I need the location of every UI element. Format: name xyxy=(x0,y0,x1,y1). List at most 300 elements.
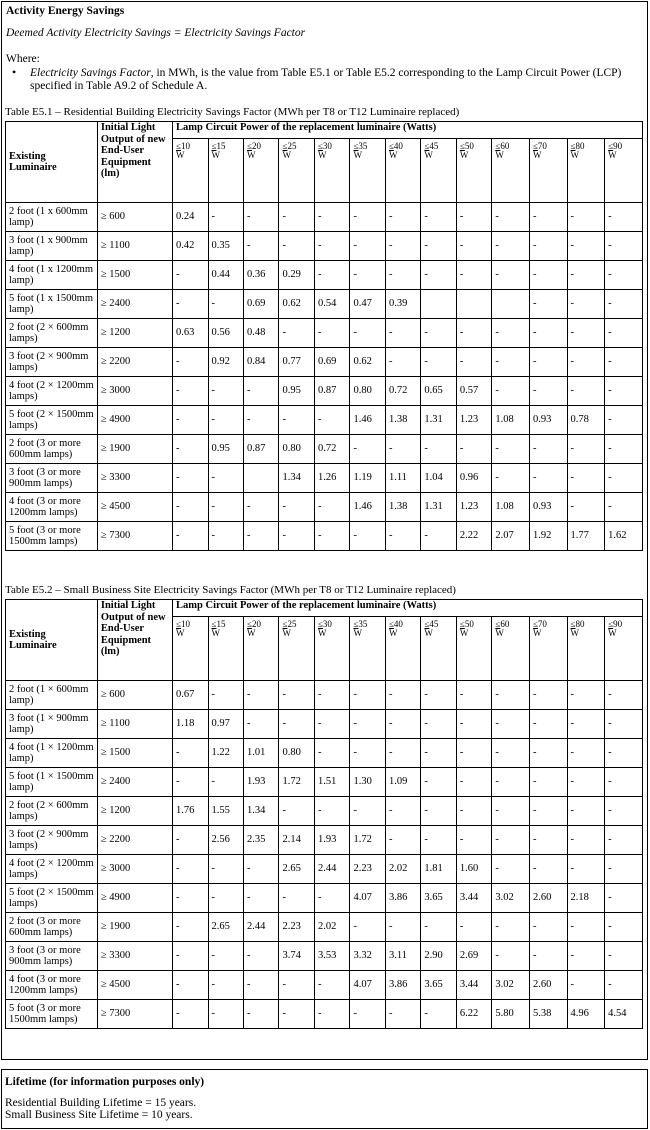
lcp-unit: W xyxy=(176,628,185,638)
savings-factor-cell: - xyxy=(208,522,243,551)
savings-factor-cell: - xyxy=(529,768,567,797)
savings-factor-cell: - xyxy=(567,913,605,942)
lcp-column-header xyxy=(421,139,456,203)
savings-factor-cell: - xyxy=(244,681,279,710)
savings-factor-cell: - xyxy=(173,493,208,522)
savings-factor-cell: - xyxy=(173,826,208,855)
lcp-le-symbol: ≤ xyxy=(317,141,323,151)
table-row xyxy=(6,971,643,1000)
savings-factor-cell: - xyxy=(385,319,420,348)
savings-factor-cell: 2.18 xyxy=(567,884,605,913)
savings-factor-cell: - xyxy=(605,913,643,942)
savings-factor-cell: - xyxy=(456,681,491,710)
lcp-le-symbol: ≤ xyxy=(532,141,538,151)
savings-factor-cell: 0.95 xyxy=(279,377,314,406)
savings-factor-cell: - xyxy=(492,319,530,348)
savings-factor-cell: 3.65 xyxy=(421,884,456,913)
savings-factor-cell: - xyxy=(385,739,420,768)
savings-factor-cell: 0.93 xyxy=(529,406,567,435)
lcp-column-header xyxy=(279,617,314,681)
savings-factor-cell: - xyxy=(421,1000,456,1029)
light-output-cell: ≥ 4900 xyxy=(97,884,172,913)
savings-factor-cell: 1.38 xyxy=(385,493,420,522)
lcp-le-symbol: ≤ xyxy=(495,619,501,629)
savings-factor-cell: 0.36 xyxy=(244,261,279,290)
lcp-unit: W xyxy=(211,150,221,160)
savings-factor-cell: 0.63 xyxy=(173,319,208,348)
savings-factor-cell: 1.38 xyxy=(385,406,420,435)
savings-factor-cell: 0.47 xyxy=(350,290,385,319)
savings-factor-cell: - xyxy=(605,681,643,710)
savings-factor-cell: 0.42 xyxy=(173,232,208,261)
savings-factor-cell: - xyxy=(567,971,605,1000)
savings-factor-cell: - xyxy=(567,826,605,855)
savings-factor-cell: - xyxy=(208,1000,243,1029)
savings-factor-cell: 4.07 xyxy=(350,971,385,1000)
savings-factor-cell: 0.87 xyxy=(244,435,279,464)
lifetime-title: Lifetime (for information purposes only) xyxy=(5,1076,205,1088)
lcp-column-value: 70 xyxy=(537,619,547,629)
lcp-unit: W xyxy=(317,628,327,638)
luminaire-cell: 3 foot (2 × 900mm lamps) xyxy=(6,348,98,377)
savings-factor-cell xyxy=(492,290,530,319)
savings-factor-cell: - xyxy=(314,261,349,290)
savings-factor-cell: - xyxy=(314,797,349,826)
luminaire-cell: 2 foot (3 or more 600mm lamps) xyxy=(6,435,98,464)
savings-factor-cell: - xyxy=(173,739,208,768)
lcp-column-header xyxy=(244,139,279,203)
savings-factor-cell: - xyxy=(173,522,208,551)
savings-factor-cell: - xyxy=(529,739,567,768)
savings-factor-cell: - xyxy=(605,290,643,319)
savings-factor-cell: - xyxy=(492,681,530,710)
lcp-unit: W xyxy=(570,628,580,638)
savings-factor-cell: - xyxy=(279,406,314,435)
lcp-column-value: 40 xyxy=(393,141,403,151)
table-row xyxy=(6,435,643,464)
savings-factor-cell: - xyxy=(605,768,643,797)
lcp-column-header xyxy=(244,617,279,681)
lcp-column-value: 40 xyxy=(393,619,403,629)
savings-factor-cell: 0.39 xyxy=(385,290,420,319)
lcp-unit: W xyxy=(247,628,256,638)
lcp-column-value: 45 xyxy=(429,141,439,151)
savings-factor-cell: 1.34 xyxy=(244,797,279,826)
table-row xyxy=(6,290,643,319)
luminaire-cell: 3 foot (3 or more 900mm lamps) xyxy=(6,942,98,971)
light-output-cell: ≥ 1100 xyxy=(97,232,172,261)
table-row xyxy=(6,942,643,971)
lcp-le-symbol: ≤ xyxy=(353,619,359,629)
lcp-le-symbol: ≤ xyxy=(211,141,217,151)
savings-factor-cell: - xyxy=(385,435,420,464)
savings-factor-cell: - xyxy=(208,290,243,319)
lcp-le-symbol: ≤ xyxy=(388,619,394,629)
lcp-column-header xyxy=(567,617,605,681)
luminaire-cell: 5 foot (1 x 1500mm lamp) xyxy=(6,290,98,319)
lcp-le-symbol: ≤ xyxy=(388,141,394,151)
savings-factor-cell: 2.90 xyxy=(421,942,456,971)
savings-factor-cell: - xyxy=(173,406,208,435)
savings-factor-cell: - xyxy=(492,913,530,942)
savings-factor-cell: 2.56 xyxy=(208,826,243,855)
lcp-column-header xyxy=(567,139,605,203)
savings-factor-cell: 3.53 xyxy=(314,942,349,971)
lcp-unit: W xyxy=(388,628,398,638)
savings-factor-cell: - xyxy=(244,855,279,884)
savings-factor-cell: 2.44 xyxy=(314,855,349,884)
savings-factor-cell: - xyxy=(385,710,420,739)
savings-factor-cell: 0.56 xyxy=(208,319,243,348)
lcp-column-header xyxy=(456,617,491,681)
light-output-cell: ≥ 7300 xyxy=(97,1000,172,1029)
savings-factor-cell: - xyxy=(605,493,643,522)
savings-factor-cell xyxy=(244,464,279,493)
savings-factor-cell: - xyxy=(385,261,420,290)
lcp-column-value: 50 xyxy=(464,619,474,629)
savings-factor-cell: - xyxy=(529,232,567,261)
luminaire-cell: 2 foot (3 or more 600mm lamps) xyxy=(6,913,98,942)
luminaire-cell: 3 foot (1 x 900mm lamp) xyxy=(6,232,98,261)
savings-factor-cell: - xyxy=(605,261,643,290)
savings-factor-cell: - xyxy=(314,710,349,739)
savings-factor-cell: 2.23 xyxy=(279,913,314,942)
light-output-cell: ≥ 1900 xyxy=(97,913,172,942)
light-output-cell: ≥ 1200 xyxy=(97,319,172,348)
table-row xyxy=(6,681,643,710)
savings-factor-cell: - xyxy=(244,232,279,261)
light-output-cell: ≥ 3300 xyxy=(97,942,172,971)
lcp-column-header xyxy=(314,617,349,681)
savings-factor-cell: 5.38 xyxy=(529,1000,567,1029)
savings-factor-cell: - xyxy=(173,884,208,913)
lcp-unit: W xyxy=(282,150,291,160)
savings-factor-cell: - xyxy=(208,377,243,406)
savings-factor-cell: - xyxy=(567,261,605,290)
lcp-column-value: 20 xyxy=(251,141,261,151)
savings-factor-cell: 3.11 xyxy=(385,942,420,971)
savings-factor-cell: - xyxy=(244,1000,279,1029)
savings-factor-cell: - xyxy=(529,942,567,971)
savings-factor-cell: 1.01 xyxy=(244,739,279,768)
savings-factor-cell: - xyxy=(385,232,420,261)
lcp-le-symbol: ≤ xyxy=(608,141,614,151)
savings-factor-cell: - xyxy=(529,855,567,884)
savings-factor-cell: - xyxy=(492,261,530,290)
savings-factor-cell: - xyxy=(208,971,243,1000)
savings-factor-cell: - xyxy=(279,971,314,1000)
savings-factor-cell: - xyxy=(605,232,643,261)
savings-factor-cell: - xyxy=(208,855,243,884)
lcp-unit: W xyxy=(317,150,327,160)
savings-factor-cell: - xyxy=(567,464,605,493)
savings-factor-cell: - xyxy=(173,971,208,1000)
savings-factor-cell: - xyxy=(605,406,643,435)
savings-factor-cell: 0.54 xyxy=(314,290,349,319)
savings-factor-cell: - xyxy=(421,261,456,290)
light-output-cell: ≥ 1100 xyxy=(97,710,172,739)
savings-factor-cell: 2.02 xyxy=(314,913,349,942)
lcp-unit: W xyxy=(608,150,617,160)
lcp-column-value: 90 xyxy=(613,619,623,629)
savings-factor-cell: - xyxy=(244,493,279,522)
residential-lifetime: Residential Building Lifetime = 15 years. xyxy=(5,1097,197,1109)
table-row xyxy=(6,913,643,942)
lcp-le-symbol: ≤ xyxy=(495,141,501,151)
savings-factor-cell: 0.35 xyxy=(208,232,243,261)
savings-factor-cell: - xyxy=(208,203,243,232)
savings-factor-cell: - xyxy=(529,913,567,942)
savings-factor-cell: 0.78 xyxy=(567,406,605,435)
table-row xyxy=(6,348,643,377)
lcp-unit: W xyxy=(211,628,221,638)
savings-factor-cell: - xyxy=(350,319,385,348)
savings-factor-cell: - xyxy=(350,913,385,942)
lcp-le-symbol: ≤ xyxy=(424,619,430,629)
luminaire-cell: 2 foot (2 × 600mm lamps) xyxy=(6,319,98,348)
lcp-column-value: 15 xyxy=(216,619,226,629)
savings-factor-cell: - xyxy=(456,348,491,377)
luminaire-cell: 4 foot (1 × 1200mm lamp) xyxy=(6,739,98,768)
savings-factor-cell: - xyxy=(605,435,643,464)
savings-factor-cell: - xyxy=(421,348,456,377)
savings-factor-cell: 3.02 xyxy=(492,884,530,913)
table-row xyxy=(6,203,643,232)
lcp-column-header xyxy=(314,139,349,203)
savings-factor-cell: - xyxy=(350,203,385,232)
savings-factor-cell: 3.44 xyxy=(456,971,491,1000)
savings-factor-cell: - xyxy=(492,435,530,464)
lcp-unit: W xyxy=(608,628,617,638)
savings-factor-cell: - xyxy=(279,710,314,739)
savings-factor-cell: - xyxy=(173,290,208,319)
lcp-unit: W xyxy=(282,628,291,638)
table-row xyxy=(6,739,643,768)
lcp-column-header xyxy=(385,617,420,681)
lcp-unit: W xyxy=(353,150,362,160)
table-row xyxy=(6,406,643,435)
savings-factor-cell: - xyxy=(456,826,491,855)
savings-factor-cell: - xyxy=(567,855,605,884)
light-output-cell: ≥ 2400 xyxy=(97,768,172,797)
lcp-column-header xyxy=(605,139,643,203)
savings-factor-cell: - xyxy=(279,884,314,913)
lcp-column-value: 25 xyxy=(287,619,297,629)
savings-factor-cell: - xyxy=(492,768,530,797)
savings-factor-cell: - xyxy=(421,232,456,261)
luminaire-cell: 4 foot (2 × 1200mm lamps) xyxy=(6,377,98,406)
savings-factor-cell: - xyxy=(529,826,567,855)
savings-factor-cell: 0.80 xyxy=(279,739,314,768)
savings-factor-cell: 0.72 xyxy=(314,435,349,464)
lcp-column-header xyxy=(605,617,643,681)
savings-factor-cell: - xyxy=(456,203,491,232)
savings-factor-cell: 3.65 xyxy=(421,971,456,1000)
savings-factor-cell: 2.44 xyxy=(244,913,279,942)
savings-factor-cell: - xyxy=(173,1000,208,1029)
savings-factor-cell xyxy=(421,290,456,319)
savings-factor-cell: - xyxy=(605,942,643,971)
savings-factor-cell: - xyxy=(567,348,605,377)
lcp-le-symbol: ≤ xyxy=(608,619,614,629)
savings-factor-cell: 0.69 xyxy=(314,348,349,377)
savings-factor-cell: 2.23 xyxy=(350,855,385,884)
table-row xyxy=(6,797,643,826)
savings-factor-cell: - xyxy=(244,406,279,435)
savings-factor-cell: - xyxy=(244,942,279,971)
lcp-le-symbol: ≤ xyxy=(459,619,465,629)
savings-factor-cell: - xyxy=(456,739,491,768)
lcp-le-symbol: ≤ xyxy=(247,619,252,629)
lcp-column-value: 80 xyxy=(575,619,585,629)
table-e5-2-caption: Table E5.2 – Small Business Site Electricity Savings Factor (MWh per T8 or T12 Luminaire replaced) xyxy=(5,584,456,596)
table-row xyxy=(6,522,643,551)
savings-factor-cell: 2.65 xyxy=(208,913,243,942)
lcp-le-symbol: ≤ xyxy=(282,141,288,151)
light-output-cell: ≥ 4500 xyxy=(97,971,172,1000)
savings-factor-cell: - xyxy=(173,261,208,290)
table-e5-1 xyxy=(5,121,643,551)
luminaire-cell: 5 foot (2 × 1500mm lamps) xyxy=(6,884,98,913)
savings-factor-cell: 1.11 xyxy=(385,464,420,493)
savings-factor-cell: - xyxy=(314,203,349,232)
savings-factor-cell: 1.46 xyxy=(350,493,385,522)
lcp-column-header xyxy=(173,139,208,203)
light-output-cell: ≥ 1900 xyxy=(97,435,172,464)
savings-factor-cell: - xyxy=(314,739,349,768)
light-output-cell: ≥ 1500 xyxy=(97,739,172,768)
savings-factor-cell: - xyxy=(421,768,456,797)
savings-factor-cell: - xyxy=(567,768,605,797)
light-output-cell: ≥ 4500 xyxy=(97,493,172,522)
savings-factor-cell: - xyxy=(492,710,530,739)
savings-factor-cell: - xyxy=(492,348,530,377)
table-row xyxy=(6,464,643,493)
initial-light-output-header: Initial Light Output of new End-User Equipment (lm) xyxy=(97,122,172,203)
savings-factor-cell: - xyxy=(173,913,208,942)
lcp-column-value: 35 xyxy=(358,141,368,151)
lcp-unit: W xyxy=(353,628,362,638)
lcp-le-symbol: ≤ xyxy=(424,141,430,151)
savings-factor-cell: - xyxy=(456,797,491,826)
savings-factor-cell: - xyxy=(314,406,349,435)
savings-factor-cell: 2.07 xyxy=(492,522,530,551)
savings-factor-cell: - xyxy=(208,942,243,971)
savings-factor-cell: - xyxy=(173,464,208,493)
lcp-column-value: 70 xyxy=(537,141,547,151)
savings-factor-cell: - xyxy=(314,884,349,913)
savings-factor-cell: - xyxy=(456,710,491,739)
savings-factor-cell: - xyxy=(421,681,456,710)
savings-factor-cell: - xyxy=(605,971,643,1000)
where-definition xyxy=(12,65,630,93)
savings-factor-cell: - xyxy=(208,768,243,797)
savings-factor-cell: 0.62 xyxy=(350,348,385,377)
savings-factor-cell: 1.08 xyxy=(492,493,530,522)
savings-factor-cell: - xyxy=(244,710,279,739)
savings-factor-cell: 1.72 xyxy=(350,826,385,855)
lcp-column-header xyxy=(279,139,314,203)
light-output-cell: ≥ 3300 xyxy=(97,464,172,493)
savings-factor-cell: - xyxy=(529,348,567,377)
lcp-column-header xyxy=(173,617,208,681)
savings-factor-cell: 0.93 xyxy=(529,493,567,522)
lcp-le-symbol: ≤ xyxy=(282,619,288,629)
savings-factor-cell: - xyxy=(567,232,605,261)
lcp-unit: W xyxy=(459,628,469,638)
table-e5-2 xyxy=(5,599,643,1029)
lcp-column-header xyxy=(529,617,567,681)
savings-factor-cell: - xyxy=(567,797,605,826)
savings-factor-cell: - xyxy=(529,319,567,348)
savings-factor-cell: 3.74 xyxy=(279,942,314,971)
savings-factor-cell: - xyxy=(529,797,567,826)
light-output-cell: ≥ 1500 xyxy=(97,261,172,290)
light-output-cell: ≥ 4900 xyxy=(97,406,172,435)
savings-factor-cell: 0.80 xyxy=(350,377,385,406)
savings-factor-cell: - xyxy=(567,435,605,464)
savings-factor-cell: - xyxy=(492,855,530,884)
light-output-cell: ≥ 1200 xyxy=(97,797,172,826)
savings-factor-cell: - xyxy=(385,913,420,942)
savings-factor-cell: - xyxy=(350,435,385,464)
table-row xyxy=(6,1000,643,1029)
lcp-le-symbol: ≤ xyxy=(317,619,323,629)
table-row xyxy=(6,855,643,884)
savings-factor-cell: 1.23 xyxy=(456,406,491,435)
savings-factor-cell: 1.72 xyxy=(279,768,314,797)
table-row xyxy=(6,826,643,855)
savings-factor-cell: - xyxy=(605,797,643,826)
savings-factor-cell: 1.31 xyxy=(421,493,456,522)
savings-factor-cell: 2.60 xyxy=(529,884,567,913)
savings-factor-cell: - xyxy=(314,232,349,261)
savings-factor-cell: - xyxy=(350,681,385,710)
lcp-column-value: 50 xyxy=(464,141,474,151)
luminaire-cell: 3 foot (2 × 900mm lamps) xyxy=(6,826,98,855)
savings-factor-cell: - xyxy=(244,522,279,551)
luminaire-cell: 2 foot (1 x 600mm lamp) xyxy=(6,203,98,232)
business-lifetime: Small Business Site Lifetime = 10 years. xyxy=(5,1109,193,1121)
savings-factor-cell: 0.87 xyxy=(314,377,349,406)
light-output-cell: ≥ 600 xyxy=(97,681,172,710)
lcp-column-header xyxy=(456,139,491,203)
savings-factor-cell: - xyxy=(385,826,420,855)
savings-factor-cell: - xyxy=(279,203,314,232)
savings-factor-cell: 0.57 xyxy=(456,377,491,406)
savings-factor-cell: 1.60 xyxy=(456,855,491,884)
savings-factor-cell: - xyxy=(567,942,605,971)
savings-factor-cell xyxy=(456,290,491,319)
savings-factor-cell: - xyxy=(567,710,605,739)
savings-factor-cell: - xyxy=(492,232,530,261)
luminaire-cell: 5 foot (3 or more 1500mm lamps) xyxy=(6,522,98,551)
lcp-column-header xyxy=(208,617,243,681)
savings-factor-cell: - xyxy=(529,435,567,464)
lcp-unit: W xyxy=(532,150,542,160)
savings-factor-cell: 0.48 xyxy=(244,319,279,348)
savings-factor-cell: - xyxy=(605,855,643,884)
savings-factor-cell: - xyxy=(279,319,314,348)
luminaire-cell: 3 foot (1 × 900mm lamp) xyxy=(6,710,98,739)
table-row xyxy=(6,232,643,261)
lcp-column-value: 15 xyxy=(216,141,226,151)
savings-factor-cell: 1.51 xyxy=(314,768,349,797)
savings-factor-cell: - xyxy=(421,319,456,348)
savings-factor-cell: - xyxy=(456,319,491,348)
savings-factor-cell: 4.54 xyxy=(605,1000,643,1029)
light-output-cell: ≥ 7300 xyxy=(97,522,172,551)
